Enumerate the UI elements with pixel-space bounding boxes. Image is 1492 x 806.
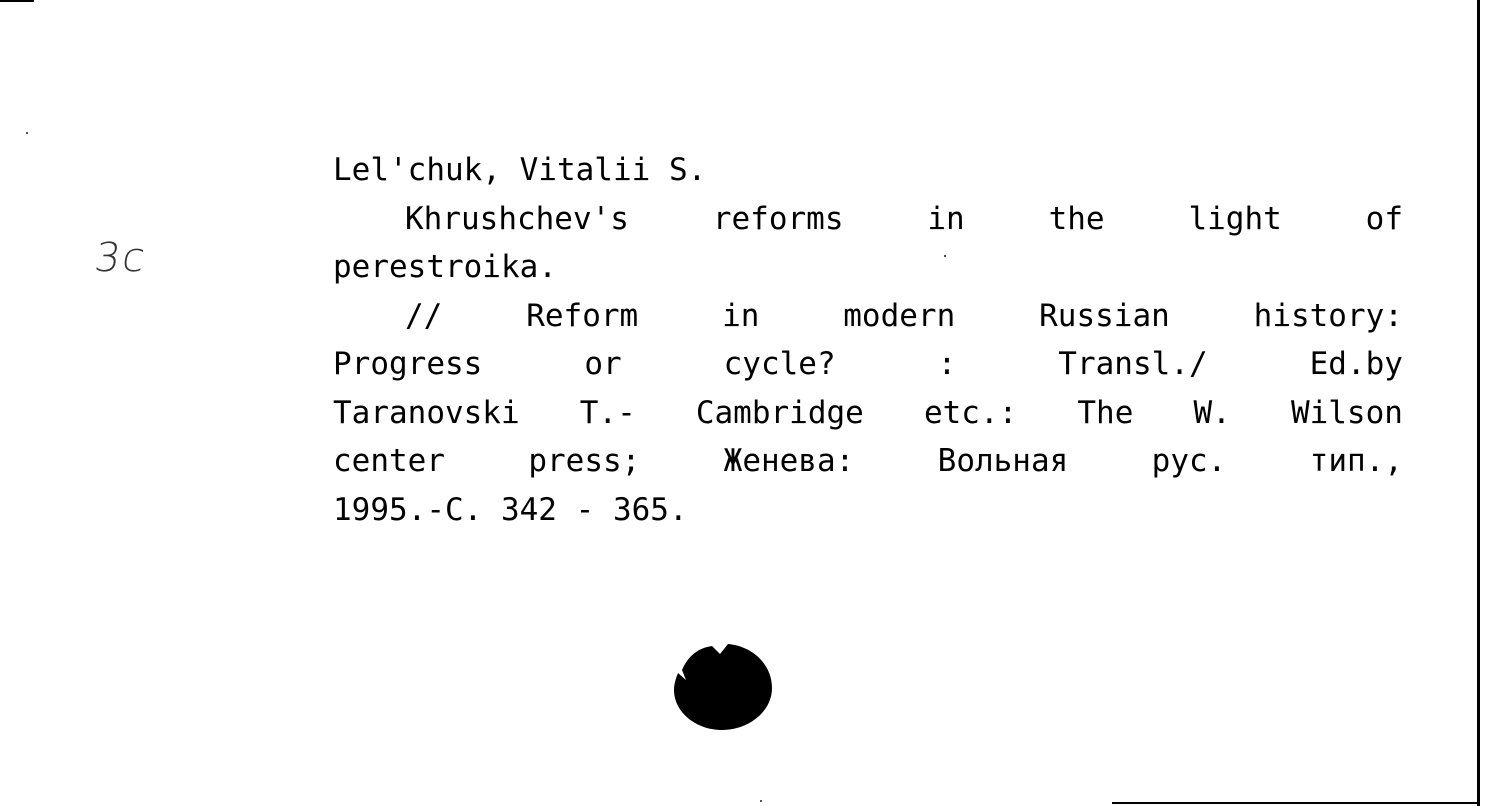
scan-edge-right [1477, 0, 1480, 806]
scan-speck [760, 800, 762, 802]
word: Khrushchev's [405, 200, 629, 237]
word: of [1365, 200, 1403, 237]
word: Russian [1039, 297, 1170, 334]
word: center [333, 443, 445, 479]
word: etc.: [923, 394, 1018, 431]
word: Taranovski [333, 394, 520, 431]
word: modern [843, 297, 956, 334]
word: T.- [579, 394, 636, 431]
word: in [722, 297, 760, 334]
word: W. [1193, 394, 1231, 431]
word: Вольная [937, 443, 1069, 479]
word: light [1188, 200, 1282, 237]
word: Cambridge [695, 394, 864, 431]
scan-speck [26, 132, 28, 134]
word: or [584, 346, 622, 382]
source-line-3 [333, 389, 1403, 438]
punch-hole [668, 640, 774, 732]
word: The [1077, 394, 1134, 431]
word: Женева: [723, 443, 855, 479]
handwritten-shelfmark: 3c [91, 235, 150, 281]
word: рус. [1151, 443, 1227, 479]
word: history: [1253, 297, 1403, 334]
author-line: Lel'chuk, Vitalii S. [333, 152, 707, 188]
word: cycle? [723, 346, 836, 382]
source-line-4 [333, 437, 1403, 486]
source-line-2 [333, 340, 1403, 389]
scan-edge-bottom [1112, 802, 1480, 804]
bibliographic-entry [333, 146, 1403, 534]
word: in [927, 200, 965, 237]
scan-edge-top [0, 0, 34, 2]
word: Progress [333, 346, 483, 382]
word: reforms [712, 200, 844, 237]
word: тип., [1309, 443, 1403, 479]
word: Wilson [1290, 394, 1403, 431]
word: : [937, 346, 957, 382]
word: Transl./ [1058, 346, 1208, 382]
word: // [405, 297, 443, 334]
word: the [1048, 200, 1105, 237]
word: Ed.by [1309, 346, 1403, 382]
word: Reform [526, 297, 639, 334]
source-line-5: 1995.-С. 342 - 365. [333, 491, 688, 528]
title-line-2: perestroika. [333, 249, 557, 285]
title-line-1 [333, 195, 1403, 244]
source-line-1 [333, 292, 1403, 341]
word: press; [528, 443, 641, 479]
